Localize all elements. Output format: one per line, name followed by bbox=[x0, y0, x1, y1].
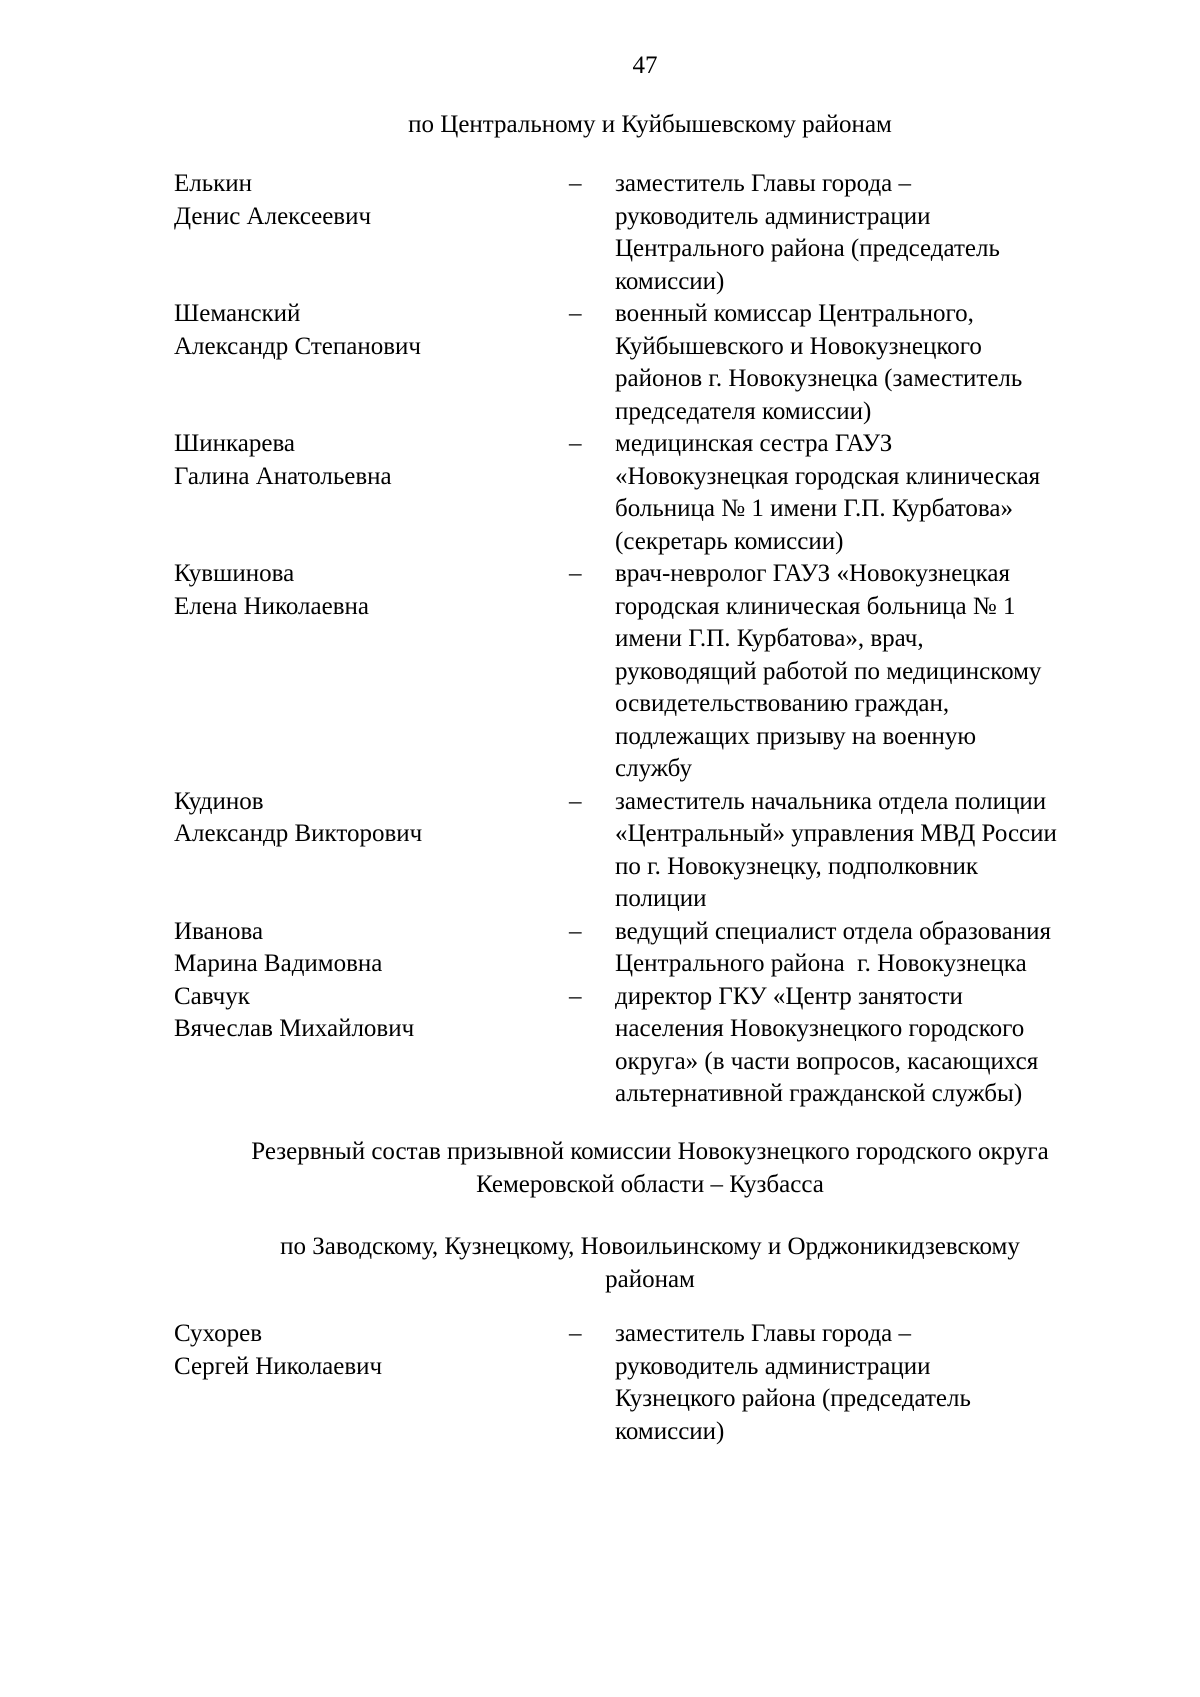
role-line: имени Г.П. Курбатова», врач, bbox=[615, 625, 924, 652]
member-entry bbox=[174, 786, 1184, 916]
role-line: альтернативной гражданской службы) bbox=[615, 1080, 1023, 1107]
role-line: Кузнецкого района (председатель bbox=[615, 1385, 971, 1412]
member-given-name: Елена Николаевна bbox=[174, 592, 369, 620]
role-line: заместитель Главы города – bbox=[615, 1320, 912, 1347]
member-surname: Савчук bbox=[174, 982, 250, 1010]
member-given-name: Сергей Николаевич bbox=[174, 1352, 383, 1380]
role-line: медицинская сестра ГАУЗ bbox=[615, 430, 893, 457]
member-given-name: Александр Степанович bbox=[174, 332, 421, 360]
member-name bbox=[174, 428, 569, 493]
member-role bbox=[615, 1318, 1184, 1448]
dash-separator: – bbox=[569, 170, 582, 197]
commission-roster-reserve bbox=[174, 1318, 1184, 1448]
member-role bbox=[615, 558, 1184, 786]
role-line: по г. Новокузнецку, подполковник bbox=[615, 852, 979, 880]
member-entry bbox=[174, 916, 1184, 981]
role-line: больница № 1 имени Г.П. Курбатова» bbox=[615, 495, 1013, 522]
member-entry bbox=[174, 298, 1184, 428]
dash-separator: – bbox=[569, 1320, 582, 1347]
heading-line: Резервный состав призывной комиссии Новокузнецкого городского округа bbox=[251, 1138, 1049, 1165]
role-line: заместитель Главы города – bbox=[615, 170, 912, 197]
role-line: руководящий работой по медицинскому bbox=[615, 657, 1042, 685]
role-line: военный комиссар Центрального, bbox=[615, 300, 974, 327]
member-role bbox=[615, 298, 1184, 428]
member-name bbox=[174, 916, 569, 981]
member-name bbox=[174, 786, 569, 851]
role-line: «Центральный» управления МВД России bbox=[615, 820, 1057, 847]
member-surname: Иванова bbox=[174, 917, 264, 945]
heading-line: по Заводскому, Кузнецкому, Новоильинскому и Орджоникидзевскому bbox=[280, 1233, 1020, 1260]
dash-separator: – bbox=[569, 917, 582, 945]
dash-separator: – bbox=[569, 300, 582, 327]
member-given-name: Вячеслав Михайлович bbox=[174, 1015, 415, 1042]
member-surname: Кувшинова bbox=[174, 560, 295, 587]
role-line: (секретарь комиссии) bbox=[615, 527, 844, 555]
reserve-composition-heading bbox=[150, 1136, 1150, 1201]
commission-roster-central bbox=[174, 168, 1184, 1111]
member-role bbox=[615, 168, 1184, 298]
role-line: председателя комиссии) bbox=[615, 397, 872, 425]
member-name bbox=[174, 168, 569, 233]
role-line: Куйбышевского и Новокузнецкого bbox=[615, 332, 982, 360]
member-surname: Елькин bbox=[174, 170, 253, 197]
member-name bbox=[174, 298, 569, 363]
member-entry bbox=[174, 558, 1184, 786]
member-name bbox=[174, 1318, 569, 1383]
member-entry bbox=[174, 428, 1184, 558]
section-heading-central-kuibyshev bbox=[150, 109, 1150, 142]
member-role bbox=[615, 786, 1184, 916]
role-line: руководитель администрации bbox=[615, 202, 931, 230]
dash-separator: – bbox=[569, 787, 582, 815]
heading-line: Кемеровской области – Кузбасса bbox=[476, 1170, 824, 1198]
role-line: населения Новокузнецкого городского bbox=[615, 1015, 1025, 1042]
role-line: Центрального района г. Новокузнецка bbox=[615, 950, 1027, 977]
member-given-name: Марина Вадимовна bbox=[174, 950, 383, 977]
member-entry bbox=[174, 1318, 1184, 1448]
role-line: «Новокузнецкая городская клиническая bbox=[615, 462, 1041, 490]
heading-line: районам bbox=[605, 1265, 695, 1293]
dash-separator: – bbox=[569, 430, 582, 457]
member-surname: Сухорев bbox=[174, 1320, 263, 1347]
page-number: 47 bbox=[632, 52, 658, 79]
member-role bbox=[615, 428, 1184, 558]
role-line: полиции bbox=[615, 885, 707, 912]
role-line: директор ГКУ «Центр занятости bbox=[615, 982, 963, 1010]
role-line: врач-невролог ГАУЗ «Новокузнецкая bbox=[615, 560, 1011, 587]
role-line: Центрального района (председатель bbox=[615, 235, 1000, 262]
dash-separator: – bbox=[569, 560, 582, 587]
role-line: заместитель начальника отдела полиции bbox=[615, 787, 1047, 815]
section-heading-zavodskoy-kuznetsky bbox=[150, 1231, 1150, 1296]
role-line: руководитель администрации bbox=[615, 1352, 931, 1380]
dash-separator: – bbox=[569, 982, 582, 1010]
role-line: службу bbox=[615, 755, 692, 782]
role-line: комиссии) bbox=[615, 267, 725, 295]
member-given-name: Галина Анатольевна bbox=[174, 462, 392, 490]
role-line: освидетельствованию граждан, bbox=[615, 690, 950, 717]
member-entry bbox=[174, 168, 1184, 298]
role-line: комиссии) bbox=[615, 1417, 725, 1445]
member-surname: Кудинов bbox=[174, 787, 264, 815]
member-given-name: Александр Викторович bbox=[174, 820, 423, 847]
role-line: ведущий специалист отдела образования bbox=[615, 917, 1051, 945]
member-name bbox=[174, 981, 569, 1046]
member-role bbox=[615, 916, 1184, 981]
role-line: округа» (в части вопросов, касающихся bbox=[615, 1047, 1039, 1075]
member-given-name: Денис Алексеевич bbox=[174, 202, 372, 230]
member-name bbox=[174, 558, 569, 623]
member-surname: Шеманский bbox=[174, 300, 301, 327]
member-surname: Шинкарева bbox=[174, 430, 296, 457]
role-line: районов г. Новокузнецка (заместитель bbox=[615, 365, 1023, 392]
section-heading-line: по Центральному и Куйбышевскому районам bbox=[408, 111, 892, 138]
role-line: городская клиническая больница № 1 bbox=[615, 592, 1016, 620]
member-role bbox=[615, 981, 1184, 1111]
member-entry bbox=[174, 981, 1184, 1111]
role-line: подлежащих призыву на военную bbox=[615, 722, 977, 750]
